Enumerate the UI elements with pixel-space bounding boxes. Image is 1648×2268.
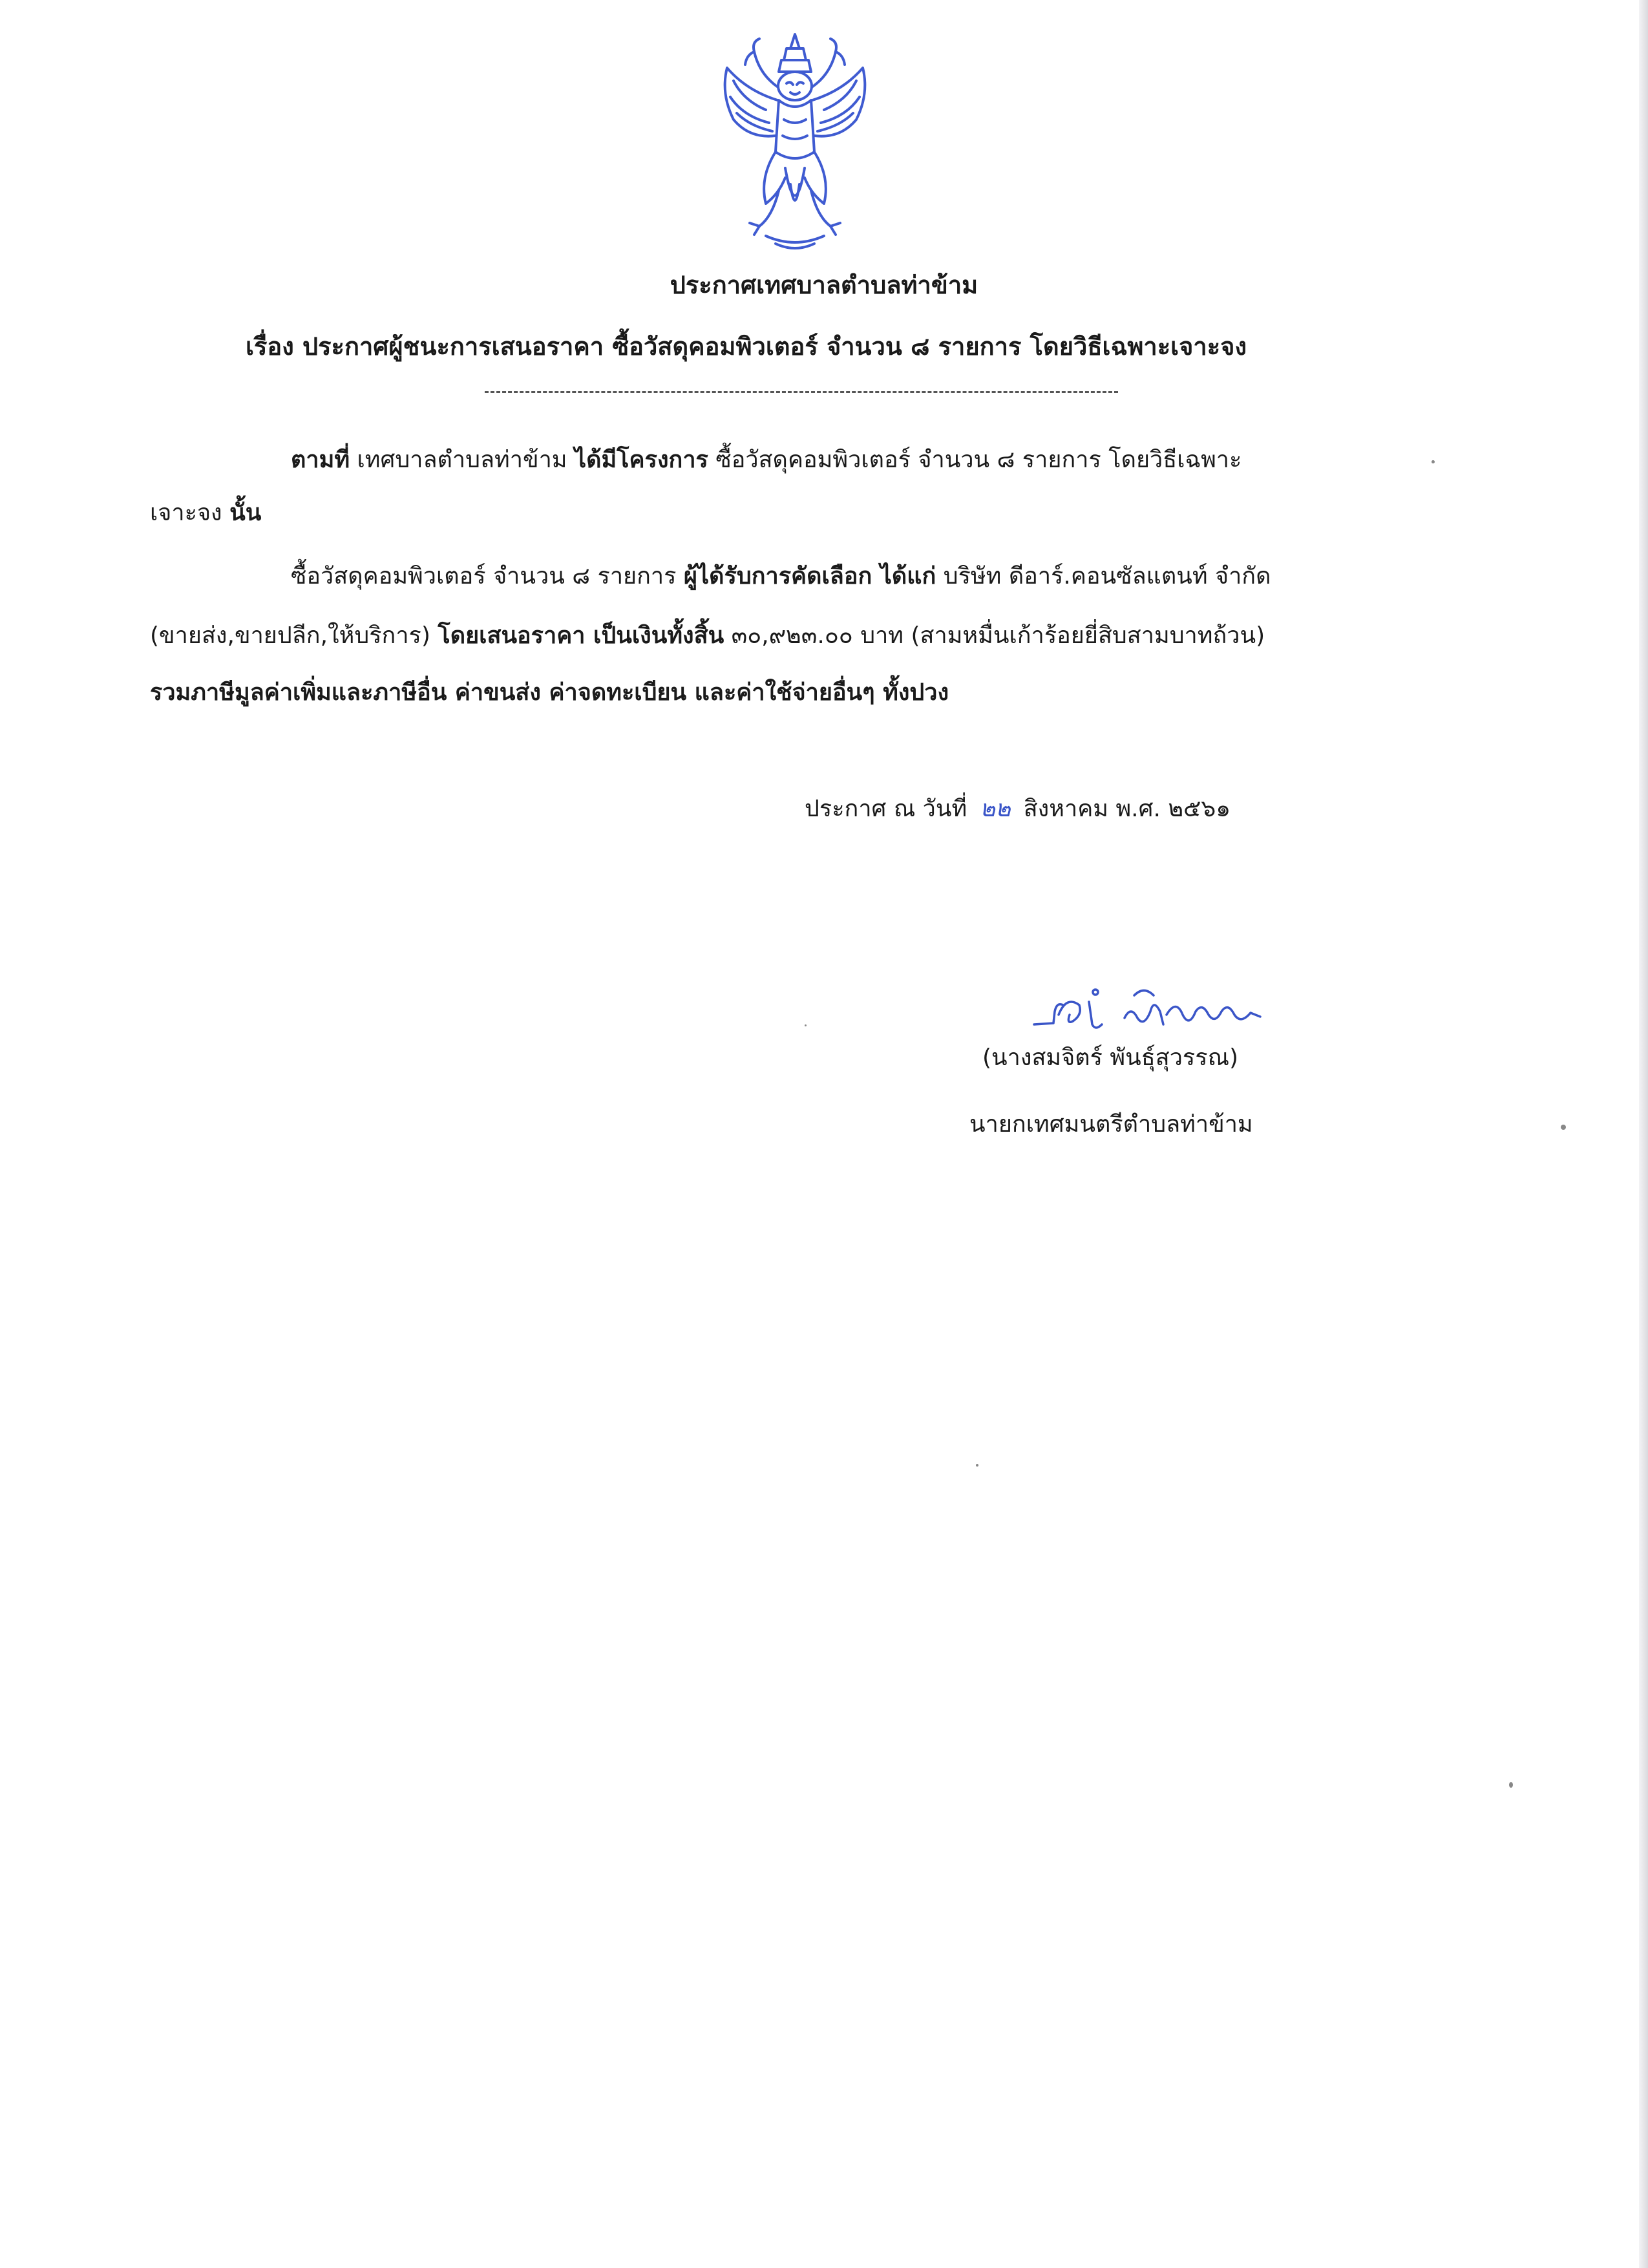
scan-speck <box>1431 460 1435 463</box>
bid-total-label: โดยเสนอราคา เป็นเงินทั้งสิ้น <box>438 622 724 649</box>
handwritten-day: ๒๒ <box>980 796 1011 822</box>
handwritten-signature-icon <box>1028 979 1267 1041</box>
project-text: ซื้อวัสดุคอมพิวเตอร์ จำนวน ๘ รายการ โดยวิธีเฉพาะ <box>708 447 1242 473</box>
issuer-heading: ประกาศเทศบาลตำบลท่าข้าม <box>670 271 978 299</box>
separator-line <box>485 391 1118 393</box>
paragraph1-line1 <box>291 446 1241 474</box>
announcement-month-year: สิงหาคม พ.ศ. ๒๕๖๑ <box>1023 796 1231 822</box>
paragraph1-line2 <box>150 499 261 527</box>
garuda-emblem-icon <box>714 29 876 255</box>
project-label: ได้มีโครงการ <box>574 447 708 473</box>
method-continuation-text: เจาะจง <box>150 500 230 526</box>
scan-speck <box>805 1024 807 1026</box>
signer-name: (นางสมจิตร์ พันธุ์สุวรรณ) <box>982 1044 1239 1071</box>
announcement-prefix: ประกาศ ณ วันที่ <box>805 796 967 822</box>
vendor-type-text: (ขายส่ง,ขายปลีก,ให้บริการ) <box>150 622 438 649</box>
subject-heading: เรื่อง ประกาศผู้ชนะการเสนอราคา ซื้อวัสดุคอมพิวเตอร์ จำนวน ๘ รายการ โดยวิธีเฉพาะเจาะจง <box>246 332 1247 361</box>
paragraph2-line2 <box>150 622 1265 650</box>
scan-page-edge <box>1639 0 1648 2268</box>
municipality-text: เทศบาลตำบลท่าข้าม <box>350 447 575 473</box>
paragraph2-line1 <box>291 562 1271 590</box>
purchase-text: ซื้อวัสดุคอมพิวเตอร์ จำนวน ๘ รายการ <box>291 563 684 589</box>
scan-speck <box>1561 1125 1566 1130</box>
selected-vendor-label: ผู้ได้รับการคัดเลือก ได้แก่ <box>683 563 936 589</box>
scan-speck <box>976 1464 978 1467</box>
announcement-date <box>805 795 1231 823</box>
tax-inclusion-text: รวมภาษีมูลค่าเพิ่มและภาษีอื่น ค่าขนส่ง ค่าจดทะเบียน และค่าใช้จ่ายอื่นๆ ทั้งปวง <box>150 679 949 706</box>
that-label: นั้น <box>229 500 262 526</box>
bid-amount-text: ๓๐,๙๒๓.๐๐ บาท (สามหมื่นเก้าร้อยยี่สิบสามบาทถ้วน) <box>724 622 1265 649</box>
vendor-name-text: บริษัท ดีอาร์.คอนซัลแตนท์ จำกัด <box>936 563 1271 589</box>
scan-speck <box>1509 1782 1513 1788</box>
signer-position: นายกเทศมนตรีตำบลท่าข้าม <box>969 1111 1253 1138</box>
as-per-label: ตามที่ <box>291 447 350 473</box>
